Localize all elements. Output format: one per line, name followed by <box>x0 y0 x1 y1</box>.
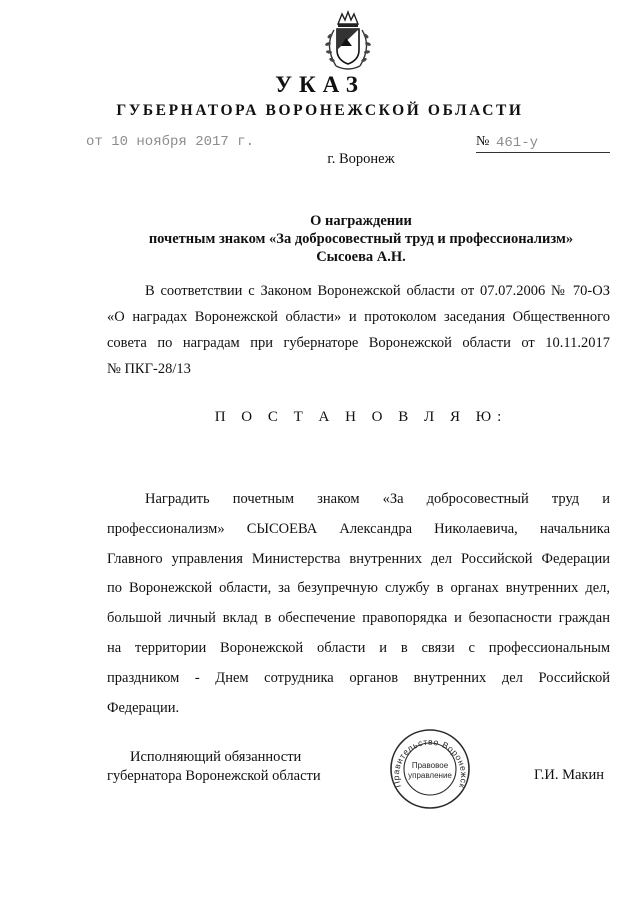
heading-line-1: О награждении <box>310 213 412 229</box>
round-seal-stamp-icon <box>388 727 472 811</box>
number-sign: № <box>476 134 490 149</box>
preamble-line: «О наградах Воронежской области» и протоколом заседания Общественного <box>107 309 610 325</box>
position-line-1: Исполняющий обязанности <box>130 749 302 765</box>
coat-of-arms-icon <box>318 10 378 74</box>
preamble-line: № ПКГ-28/13 <box>107 361 191 377</box>
stamp-inner-line-1: Правовое <box>411 761 449 770</box>
signatory-name: Г.И. Макин <box>534 767 604 783</box>
document-title: УКАЗ <box>275 72 365 97</box>
svg-text:Правительство Воронежской <box>388 727 469 790</box>
document-subtitle: ГУБЕРНАТОРА ВОРОНЕЖСКОЙ ОБЛАСТИ <box>116 102 524 119</box>
body-line: Главного управления Министерства внутренних дел Российской Федерации <box>107 550 610 567</box>
number-value: 461-у <box>496 135 539 151</box>
position-line-2: губернатора Воронежской области <box>107 768 321 784</box>
body-line: праздником - Днем сотрудника органов внутренних дел Российской <box>107 669 610 686</box>
signatory-position <box>107 748 321 786</box>
heading-line-3: Сысоева А.Н. <box>316 249 406 265</box>
body-paragraph <box>107 485 610 723</box>
body-line: на территории Воронежской области и в связи с профессиональным <box>107 639 610 656</box>
city-label: г. Воронеж <box>327 151 395 167</box>
stamp-outer-text: Правительство Воронежск <box>390 736 470 790</box>
body-line: Федерации. <box>107 699 180 716</box>
stamp-inner-line-2: управление <box>408 771 452 780</box>
body-line: профессионализм» СЫСОЕВА Александра Николаевича, начальника <box>107 520 610 537</box>
preamble-paragraph <box>107 278 610 382</box>
document-date: от 10 ноября 2017 г. <box>86 134 255 150</box>
body-line: Наградить почетным знаком «За добросовестный труд и <box>145 491 610 507</box>
body-line: по Воронежской области, за безупречную службу в органах внутренних дел, <box>107 580 610 597</box>
preamble-line: В соответствии с Законом Воронежской области от 07.07.2006 № 70-ОЗ <box>145 283 610 299</box>
decree-word: П О С Т А Н О В Л Я Ю: <box>214 409 508 425</box>
preamble-line: совета по наградам при губернаторе Воронежской области от 10.11.2017 <box>107 335 610 351</box>
body-line: большой личный вклад в обеспечение правопорядка и безопасности граждан <box>107 610 610 627</box>
heading-line-2: почетным знаком «За добросовестный труд и профессионализм» <box>148 231 574 247</box>
